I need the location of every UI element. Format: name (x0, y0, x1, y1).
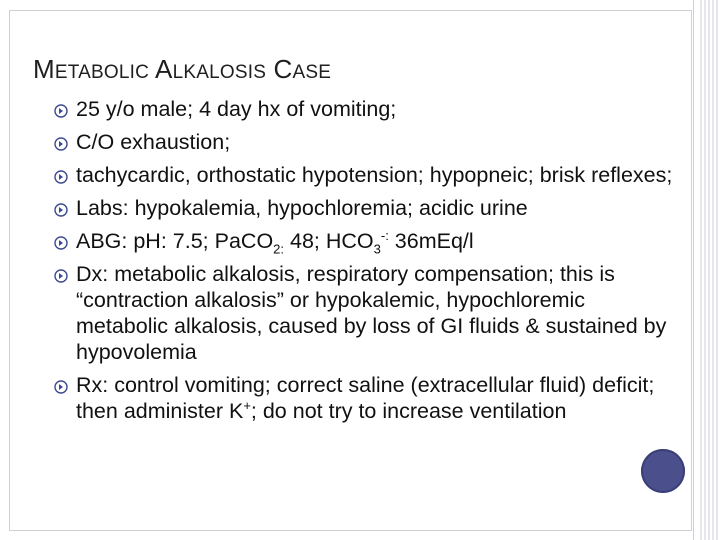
abg-text: 48; HCO (284, 229, 374, 253)
circle-arrow-bullet-icon (54, 203, 68, 217)
circle-arrow-bullet-icon (54, 269, 68, 283)
decorative-circle (641, 449, 685, 493)
bullet-item (54, 96, 674, 122)
abg-subscript: 2: (273, 241, 285, 257)
bullet-text: Dx: metabolic alkalosis, respiratory compensation; this is “contraction alkalosis” or hypokalemic, hypochloremic metabolic alkalosis, caused by loss of GI fluids & sustained by hypovolemia (76, 262, 667, 364)
circle-arrow-bullet-icon (54, 137, 68, 151)
bullet-item (54, 261, 674, 365)
bullet-item (54, 372, 674, 424)
bullet-text-rx (76, 373, 654, 423)
bullet-item (54, 227, 674, 257)
bullet-text: tachycardic, orthostatic hypotension; hypopneic; brisk reflexes; (76, 163, 673, 187)
rx-superscript: + (243, 397, 251, 413)
title-initial: M (33, 54, 55, 84)
bullet-text: 25 y/o male; 4 day hx of vomiting; (76, 97, 397, 121)
bullet-text: C/O exhaustion; (76, 130, 231, 154)
abg-superscript: -: (380, 227, 389, 243)
circle-arrow-bullet-icon (54, 236, 68, 250)
bullet-item (54, 195, 674, 221)
title-initial: C (273, 54, 293, 84)
title-smallcaps: ASE (292, 62, 332, 83)
rx-text: ; do not try to increase ventilation (250, 399, 567, 423)
slide-title (33, 54, 331, 85)
bullet-item (54, 129, 674, 155)
bullet-item (54, 162, 674, 188)
title-smallcaps: LKALOSIS (172, 62, 267, 83)
bullet-text: Labs: hypokalemia, hypochloremia; acidic urine (76, 196, 528, 220)
circle-arrow-bullet-icon (54, 170, 68, 184)
title-initial: A (155, 54, 173, 84)
decorative-side-band (700, 0, 720, 540)
abg-text: 36mEq/l (388, 229, 474, 253)
abg-subscript: 3 (373, 241, 381, 257)
title-smallcaps: ETABOLIC (54, 62, 150, 83)
circle-arrow-bullet-icon (54, 380, 68, 394)
abg-text: ABG: pH: 7.5; PaCO (76, 229, 274, 253)
bullet-text-abg (76, 227, 474, 257)
bullet-list (54, 96, 674, 431)
rx-text: Rx: control vomiting; correct saline (extracellular fluid) deficit; then administer K (76, 373, 655, 423)
circle-arrow-bullet-icon (54, 104, 68, 118)
